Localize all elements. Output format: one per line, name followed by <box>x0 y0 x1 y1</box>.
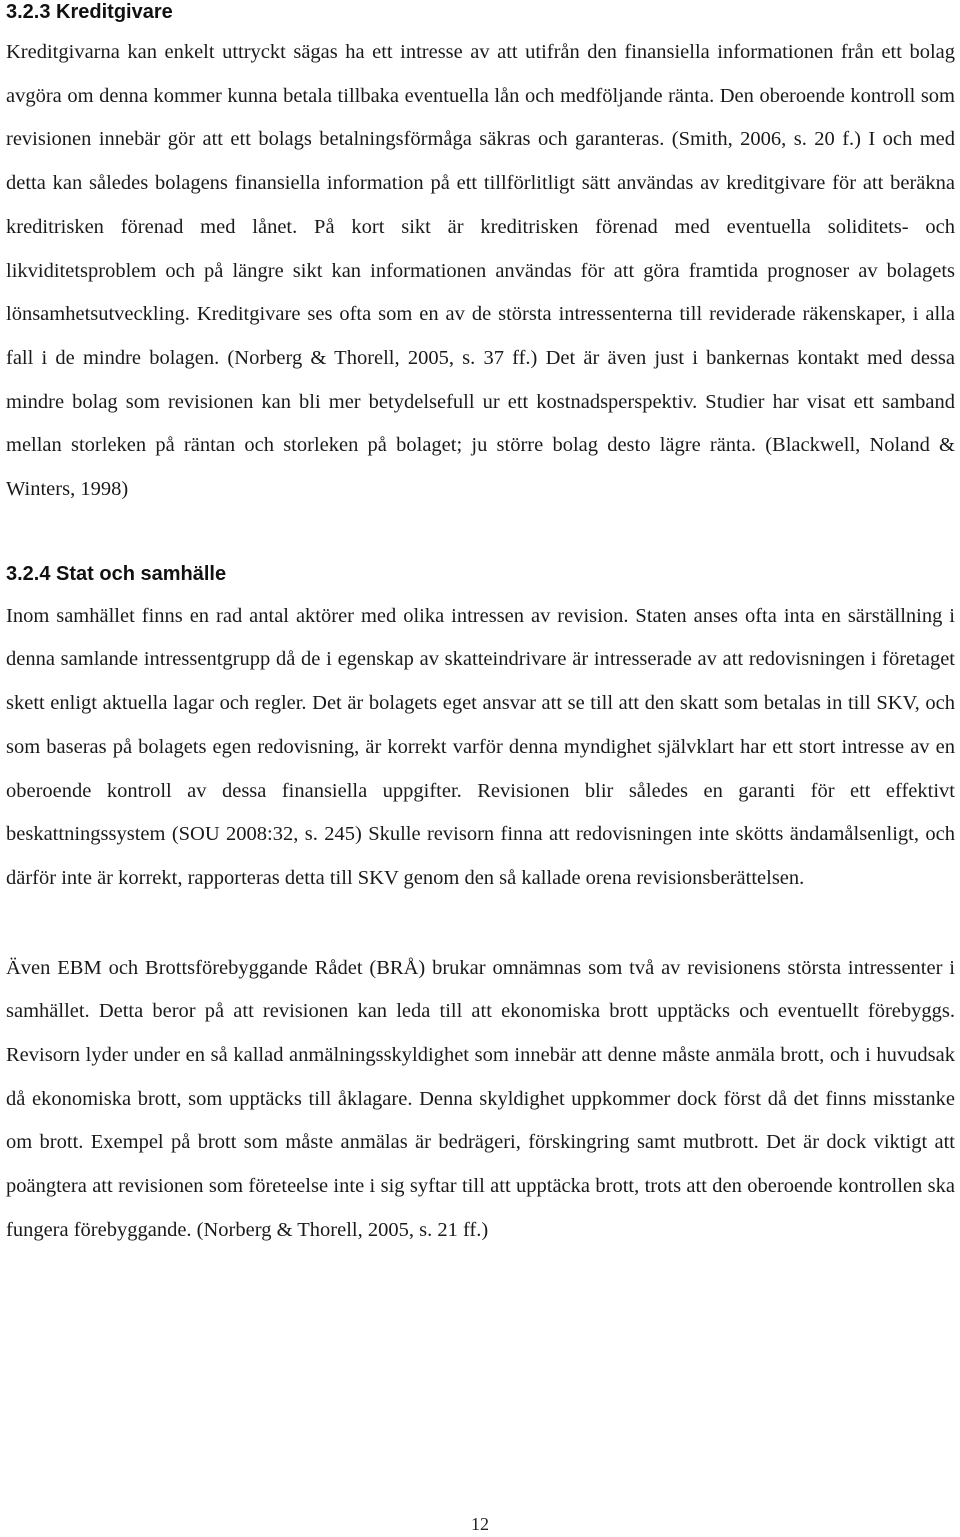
document-page <box>6 0 955 1253</box>
paragraph-stat-och-samhalle-2: Även EBM och Brottsförebyggande Rådet (BRÅ) brukar omnämnas som två av revisionens största intressenter i samhället. Detta beror på att revisionen kan leda till att ekonomiska brott upptäcks och eventuellt förebyggs. Revisorn lyder under en så kallad anmälningsskyldighet som innebär att denne måste anmäla brott, och i huvudsak då ekonomiska brott, som upptäcks till åklagare. Denna skyldighet uppkommer dock först då det finns misstanke om brott. Exempel på brott som måste anmälas är bedrägeri, förskingring samt mutbrott. Det är dock viktigt att poängtera att revisionen som företeelse inte i sig syftar till att upptäcka brott, trots att den oberoende kontrollen ska fungera förebyggande. (Norberg & Thorell, 2005, s. 21 ff.) <box>6 956 955 1241</box>
section-heading-stat-och-samhalle: 3.2.4 Stat och samhälle <box>6 562 227 585</box>
page-number: 12 <box>471 1514 489 1534</box>
paragraph-kreditgivare: Kreditgivarna kan enkelt uttryckt sägas ha ett intresse av att utifrån den finansiella informationen från ett bolag avgöra om denna kommer kunna betala tillbaka eventuella lån och medföljande ränta. Den oberoende kontroll som revisionen innebär gör att ett bolags betalningsförmåga säkras och garanteras. (Smith, 2006, s. 20 f.) I och med detta kan således bolagens finansiella information på ett tillförlitligt sätt användas av kreditgivare för att beräkna kreditrisken förenad med lånet. På kort sikt är kreditrisken förenad med eventuella soliditets- och likviditetsproblem och på längre sikt kan informationen användas för att göra framtida prognoser av bolagets lönsamhetsutveckling. Kreditgivare ses ofta som en av de största intressenterna till reviderade räkenskaper, i alla fall i de mindre bolagen. (Norberg & Thorell, 2005, s. 37 ff.) Det är även just i bankernas kontakt med dessa mindre bolag som revisionen kan bli mer betydelsefull ur ett kostnadsperspektiv. Studier har visat ett samband mellan storleken på räntan och storleken på bolaget; ju större bolag desto lägre ränta. (Blackwell, Noland & Winters, 1998) <box>6 41 955 501</box>
paragraph-stat-och-samhalle-1: Inom samhället finns en rad antal aktörer med olika intressen av revision. Staten anses ofta inta en särställning i denna samlande intressentgrupp då de i egenskap av skatteindrivare är intresserade av att redovisningen i företaget skett enligt aktuella lagar och regler. Det är bolagets eget ansvar att se till att den skatt som betalas in till SKV, och som baseras på bolagets egen redovisning, är korrekt varför denna myndighet självklart har ett stort intresse av en oberoende kontroll av dessa finansiella uppgifter. Revisionen blir således en garanti för ett effektivt beskattningssystem (SOU 2008:32, s. 245) Skulle revisorn finna att redovisningen inte skötts ändamålsenligt, och därför inte är korrekt, rapporteras detta till SKV genom den så kallade orena revisionsberättelsen. <box>6 604 955 889</box>
section-heading-kreditgivare: 3.2.3 Kreditgivare <box>6 1 173 23</box>
